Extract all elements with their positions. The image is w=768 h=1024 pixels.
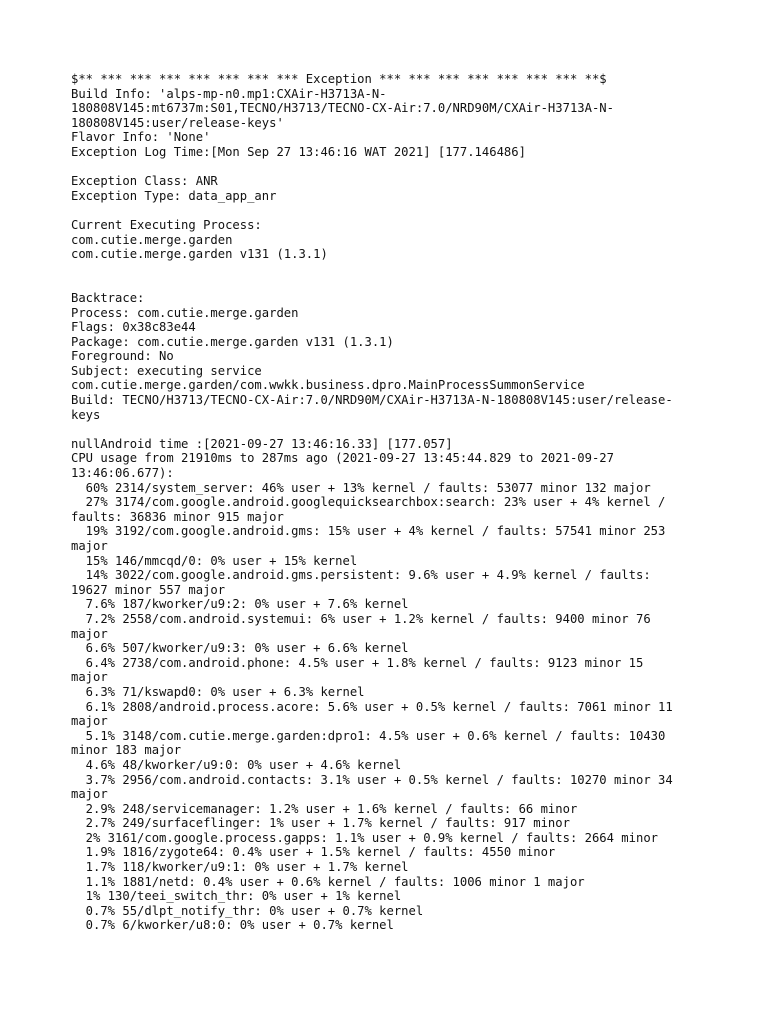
log-line: keys <box>71 407 101 422</box>
log-line: 2.7% 249/surfaceflinger: 1% user + 1.7% kernel / faults: 917 minor <box>71 816 570 831</box>
log-line: com.cutie.merge.garden <box>71 232 233 247</box>
log-line: 19627 minor 557 major <box>71 582 226 597</box>
log-line <box>71 276 711 291</box>
log-line: Build: TECNO/H3713/TECNO-CX-Air:7.0/NRD90M/CXAir-H3713A-N-180808V145:user/release- <box>71 393 673 408</box>
log-line: Flags: 0x38c83e44 <box>71 320 196 335</box>
log-line: 13:46:06.677): <box>71 466 174 481</box>
log-line: major <box>71 714 108 729</box>
log-line <box>71 262 711 277</box>
log-line: 60% 2314/system_server: 46% user + 13% kernel / faults: 53077 minor 132 major <box>71 480 651 495</box>
log-line: 7.6% 187/kworker/u9:2: 0% user + 7.6% kernel <box>71 597 409 612</box>
log-line: 1.9% 1816/zygote64: 0.4% user + 1.5% kernel / faults: 4550 minor <box>71 845 556 860</box>
log-line: 2.9% 248/servicemanager: 1.2% user + 1.6% kernel / faults: 66 minor <box>71 801 578 816</box>
log-line: 3.7% 2956/com.android.contacts: 3.1% user + 0.5% kernel / faults: 10270 minor 34 <box>71 772 673 787</box>
log-line: Package: com.cutie.merge.garden v131 (1.3.1) <box>71 334 394 349</box>
log-line: 6.6% 507/kworker/u9:3: 0% user + 6.6% kernel <box>71 641 409 656</box>
log-line: Exception Type: data_app_anr <box>71 188 277 203</box>
log-line: Build Info: 'alps-mp-n0.mp1:CXAir-H3713A-N- <box>71 86 387 101</box>
log-line: Subject: executing service <box>71 363 262 378</box>
log-line: 6.4% 2738/com.android.phone: 4.5% user + 1.8% kernel / faults: 9123 minor 15 <box>71 655 644 670</box>
log-line <box>71 160 711 175</box>
log-line: $** *** *** *** *** *** *** *** Exception *** *** *** *** *** *** *** **$ <box>71 72 607 86</box>
log-line: CPU usage from 21910ms to 287ms ago (2021-09-27 13:45:44.829 to 2021-09-27 <box>71 451 614 466</box>
log-line: Exception Log Time:[Mon Sep 27 13:46:16 WAT 2021] [177.146486] <box>71 144 526 159</box>
log-line: Backtrace: <box>71 290 145 305</box>
log-line: Flavor Info: 'None' <box>71 130 211 145</box>
log-line: Process: com.cutie.merge.garden <box>71 305 299 320</box>
log-line: 180808V145:user/release-keys' <box>71 115 284 130</box>
log-line: major <box>71 539 108 553</box>
log-line: 6.1% 2808/android.process.acore: 5.6% user + 0.5% kernel / faults: 7061 minor 11 <box>71 699 673 714</box>
log-line: com.cutie.merge.garden v131 (1.3.1) <box>71 247 328 262</box>
log-line: 5.1% 3148/com.cutie.merge.garden:dpro1: 4.5% user + 0.6% kernel / faults: 10430 <box>71 728 666 743</box>
log-line <box>71 203 711 218</box>
log-line <box>71 422 711 437</box>
log-line: minor 183 major <box>71 743 182 758</box>
log-line: Foreground: No <box>71 349 174 364</box>
exception-log-text <box>71 72 711 933</box>
log-line: 1.7% 118/kworker/u9:1: 0% user + 1.7% kernel <box>71 860 409 875</box>
log-line: com.cutie.merge.garden/com.wwkk.business.dpro.MainProcessSummonService <box>71 378 585 393</box>
log-line: Current Executing Process: <box>71 217 262 232</box>
log-line: major <box>71 787 108 802</box>
log-line: major <box>71 670 108 685</box>
log-line: 0.7% 55/dlpt_notify_thr: 0% user + 0.7% kernel <box>71 903 424 918</box>
log-line: 0.7% 6/kworker/u8:0: 0% user + 0.7% kernel <box>71 918 394 933</box>
log-line: 2% 3161/com.google.process.gapps: 1.1% user + 0.9% kernel / faults: 2664 minor <box>71 830 658 845</box>
log-line: 15% 146/mmcqd/0: 0% user + 15% kernel <box>71 553 358 568</box>
log-line: 7.2% 2558/com.android.systemui: 6% user + 1.2% kernel / faults: 9400 minor 76 <box>71 611 651 626</box>
log-line: faults: 36836 minor 915 major <box>71 509 284 524</box>
log-line: 180808V145:mt6737m:S01,TECNO/H3713/TECNO-CX-Air:7.0/NRD90M/CXAir-H3713A-N- <box>71 101 614 116</box>
log-line: 6.3% 71/kswapd0: 0% user + 6.3% kernel <box>71 684 365 699</box>
log-line: 1.1% 1881/netd: 0.4% user + 0.6% kernel / faults: 1006 minor 1 major <box>71 874 585 889</box>
log-line: 4.6% 48/kworker/u9:0: 0% user + 4.6% kernel <box>71 757 402 772</box>
log-line: nullAndroid time :[2021-09-27 13:46:16.33] [177.057] <box>71 436 453 451</box>
log-line: 27% 3174/com.google.android.googlequicksearchbox:search: 23% user + 4% kernel / <box>71 495 666 510</box>
log-line: Exception Class: ANR <box>71 174 218 189</box>
log-line: 14% 3022/com.google.android.gms.persistent: 9.6% user + 4.9% kernel / faults: <box>71 568 651 583</box>
log-line: 1% 130/teei_switch_thr: 0% user + 1% kernel <box>71 889 402 904</box>
log-line: major <box>71 626 108 641</box>
log-line: 19% 3192/com.google.android.gms: 15% user + 4% kernel / faults: 57541 minor 253 <box>71 524 666 539</box>
